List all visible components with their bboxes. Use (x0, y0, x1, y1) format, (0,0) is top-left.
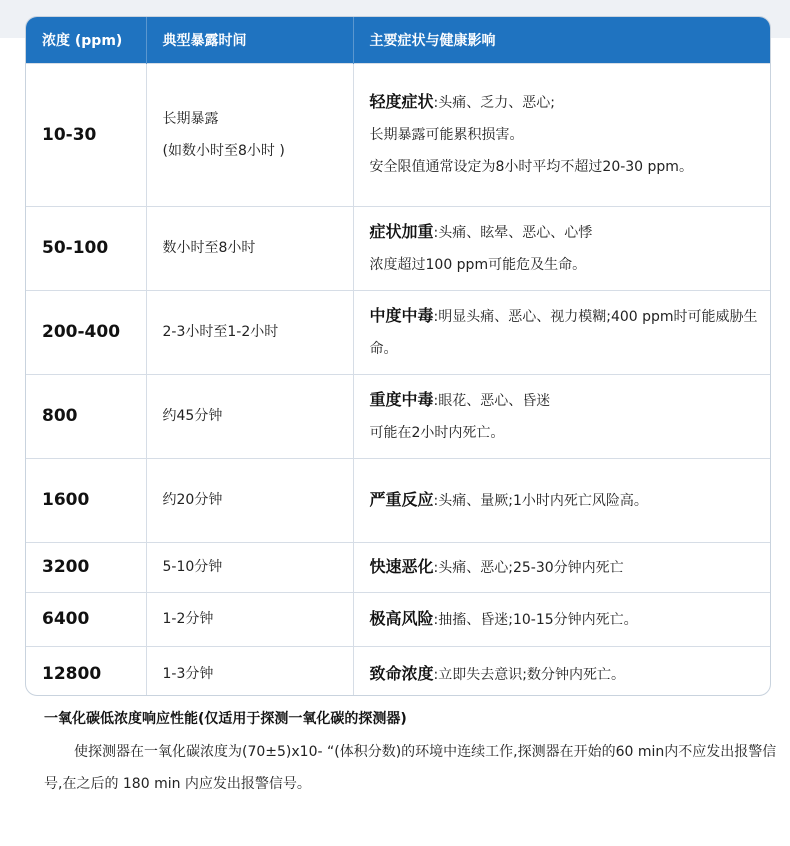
concentration-cell: 800 (26, 374, 146, 458)
table-header-row (26, 17, 771, 63)
symptom-text: :眼花、恶心、昏迷 可能在2小时内死亡。 (369, 392, 551, 441)
exposure-line: (如数小时至8小时 ) (162, 142, 285, 159)
concentration-cell: 6400 (26, 592, 146, 646)
exposure-line: 1-3分钟 (162, 666, 214, 683)
exposure-line: 1-2分钟 (162, 611, 214, 627)
symptom-cell (353, 542, 771, 592)
concentration-cell: 50-100 (26, 206, 146, 290)
symptom-lead: 中度中毒 (369, 305, 434, 325)
section-caption: 一氧化碳低浓度响应性能(仅适用于探测一氧化碳的探测器) (44, 711, 407, 727)
exposure-cell (146, 206, 353, 290)
symptom-cell (353, 458, 771, 542)
table-row (26, 458, 771, 542)
exposure-cell (146, 290, 353, 374)
symptom-cell (353, 592, 771, 646)
exposure-cell (146, 374, 353, 458)
exposure-line: 约20分钟 (162, 492, 223, 508)
table-row (26, 63, 771, 206)
exposure-cell (146, 458, 353, 542)
exposure-cell (146, 592, 353, 646)
concentration-cell: 200-400 (26, 290, 146, 374)
symptom-lead: 症状加重 (369, 221, 434, 241)
symptom-cell (353, 206, 771, 290)
co-concentration-table (25, 16, 771, 696)
symptom-text: :头痛、恶心;25-30分钟内死亡 (433, 559, 624, 576)
symptom-lead: 重度中毒 (369, 389, 434, 409)
symptom-lead: 严重反应 (369, 489, 434, 509)
body-paragraph: 使探测器在一氧化碳浓度为(70±5)x10- “(体积分数)的环境中连续工作,探测器在开始的60 min内不应发出报警信号,在之后的 180 min 内应发出报警信号。 (44, 744, 777, 792)
concentration-cell: 12800 (26, 646, 146, 696)
exposure-line: 5-10分钟 (162, 559, 223, 575)
symptom-text: :头痛、乏力、恶心; 长期暴露可能累积损害。 安全限值通常设定为8小时平均不超过20-30 ppm。 (369, 95, 693, 175)
concentration-cell: 3200 (26, 542, 146, 592)
concentration-cell: 10-30 (26, 63, 146, 206)
symptom-lead: 极高风险 (369, 608, 434, 628)
symptom-text: :明显头痛、恶心、视力模糊;400 ppm时可能威胁生命。 (369, 308, 758, 357)
exposure-line: 约45分钟 (162, 408, 223, 424)
exposure-line: 数小时至8小时 (162, 240, 256, 256)
symptom-cell (353, 646, 771, 696)
table-row (26, 290, 771, 374)
header-concentration: 浓度 (ppm) (26, 17, 146, 63)
symptom-text: :头痛、量厥;1小时内死亡风险高。 (433, 492, 648, 509)
header-exposure-time: 典型暴露时间 (146, 17, 353, 63)
symptom-cell (353, 290, 771, 374)
exposure-cell (146, 542, 353, 592)
table-row (26, 592, 771, 646)
header-symptoms: 主要症状与健康影响 (353, 17, 771, 63)
symptom-text: :头痛、眩晕、恶心、心悸 浓度超过100 ppm可能危及生命。 (369, 224, 593, 273)
data-table (26, 17, 771, 696)
exposure-cell (146, 63, 353, 206)
table-row (26, 374, 771, 458)
concentration-cell: 1600 (26, 458, 146, 542)
symptom-cell (353, 63, 771, 206)
symptom-cell (353, 374, 771, 458)
exposure-line: 2-3小时至1-2小时 (162, 324, 279, 340)
table-row (26, 646, 771, 696)
symptom-lead: 快速恶化 (369, 556, 434, 576)
symptom-text: :抽搐、昏迷;10-15分钟内死亡。 (433, 611, 638, 628)
table-row (26, 206, 771, 290)
exposure-line: 长期暴露 (162, 110, 219, 127)
table-row (26, 542, 771, 592)
symptom-text: :立即失去意识;数分钟内死亡。 (433, 666, 625, 683)
symptom-lead: 致命浓度 (369, 663, 434, 683)
symptom-lead: 轻度症状 (369, 92, 434, 111)
exposure-cell (146, 646, 353, 696)
